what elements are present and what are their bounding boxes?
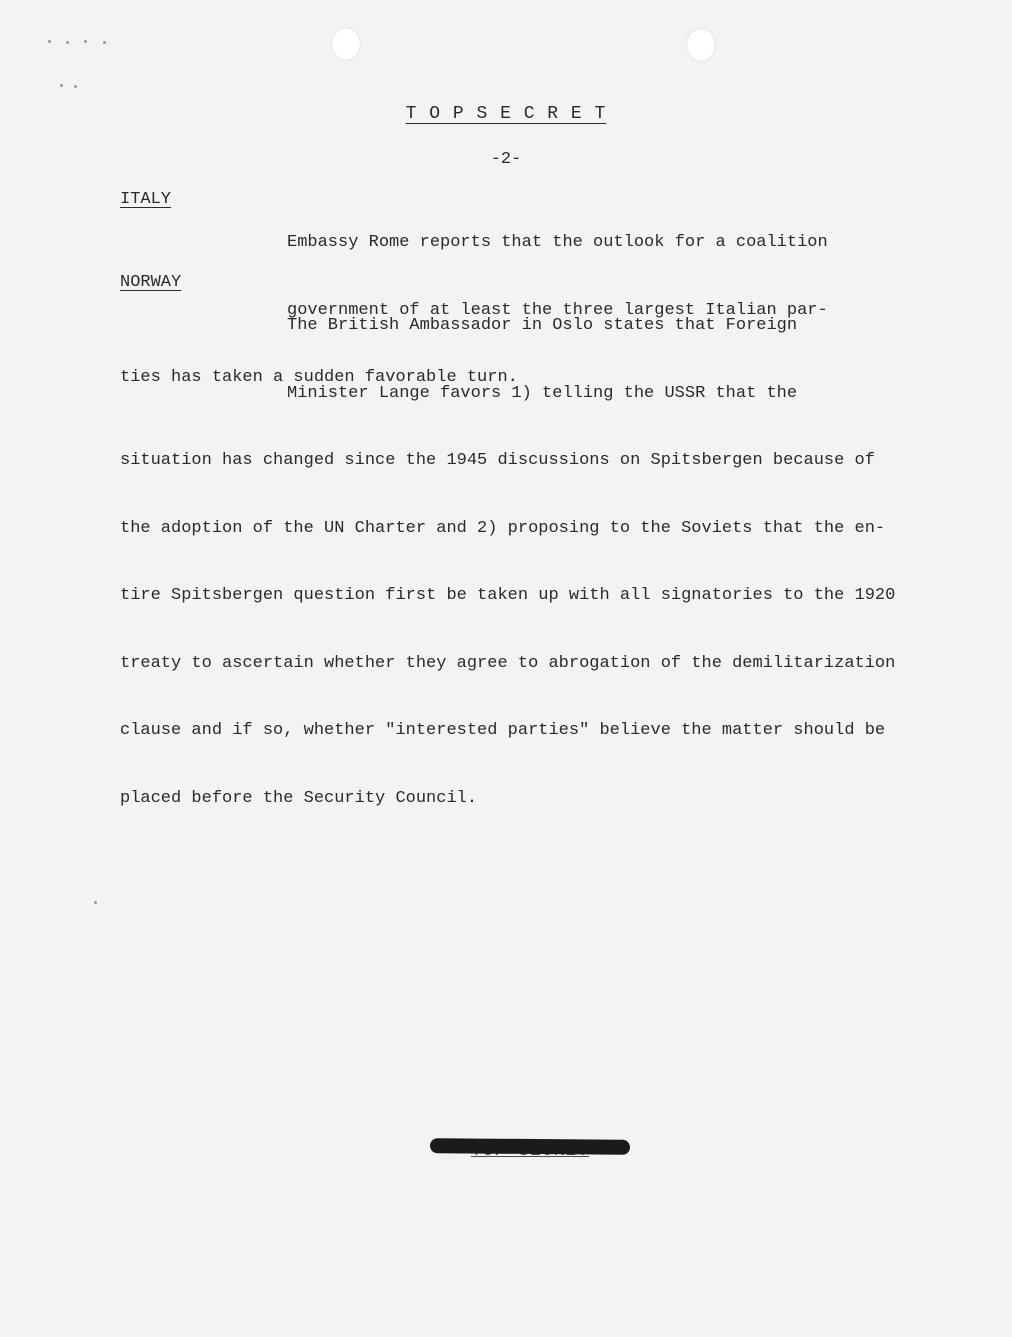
entry-line: tire Spitsbergen question first be taken up with all signatories to the 1920	[120, 586, 896, 605]
page-number: -2-	[490, 150, 522, 169]
paper-speck	[48, 40, 51, 43]
entry-line: situation has changed since the 1945 discussions on Spitsbergen because of	[120, 451, 875, 470]
entry-line: Embassy Rome reports that the outlook for a coalition	[287, 233, 828, 252]
entry-line: ties has taken a sudden favorable turn.	[120, 368, 518, 387]
country-label-italy: ITALY	[120, 190, 172, 209]
country-label-norway: NORWAY	[120, 273, 182, 292]
paper-speck	[94, 901, 97, 904]
binder-hole-left	[331, 27, 361, 61]
top-classification-heading: T O P S E C R E T	[405, 104, 607, 124]
entry-line: The British Ambassador in Oslo states that Foreign	[287, 316, 798, 335]
redaction-bar	[430, 1138, 630, 1155]
entry-text-norway	[120, 270, 935, 855]
binder-hole-right	[686, 28, 716, 62]
entry-line: Minister Lange favors 1) telling the USSR that the	[287, 383, 798, 403]
entry-line: government of at least the three largest Italian par-	[287, 300, 828, 320]
paper-speck	[60, 84, 63, 87]
paper-speck	[74, 85, 77, 88]
entry-line: clause and if so, whether "interested parties" believe the matter should be	[120, 721, 886, 740]
paper-speck	[66, 41, 69, 44]
paper-speck	[84, 40, 87, 43]
entry-line: the adoption of the UN Charter and 2) proposing to the Soviets that the en-	[120, 518, 886, 538]
bottom-classification-redacted	[430, 1135, 630, 1165]
entry-line: treaty to ascertain whether they agree to abrogation of the demilitarization	[120, 653, 896, 673]
entry-line: placed before the Security Council.	[120, 788, 478, 808]
paper-speck	[103, 41, 106, 44]
